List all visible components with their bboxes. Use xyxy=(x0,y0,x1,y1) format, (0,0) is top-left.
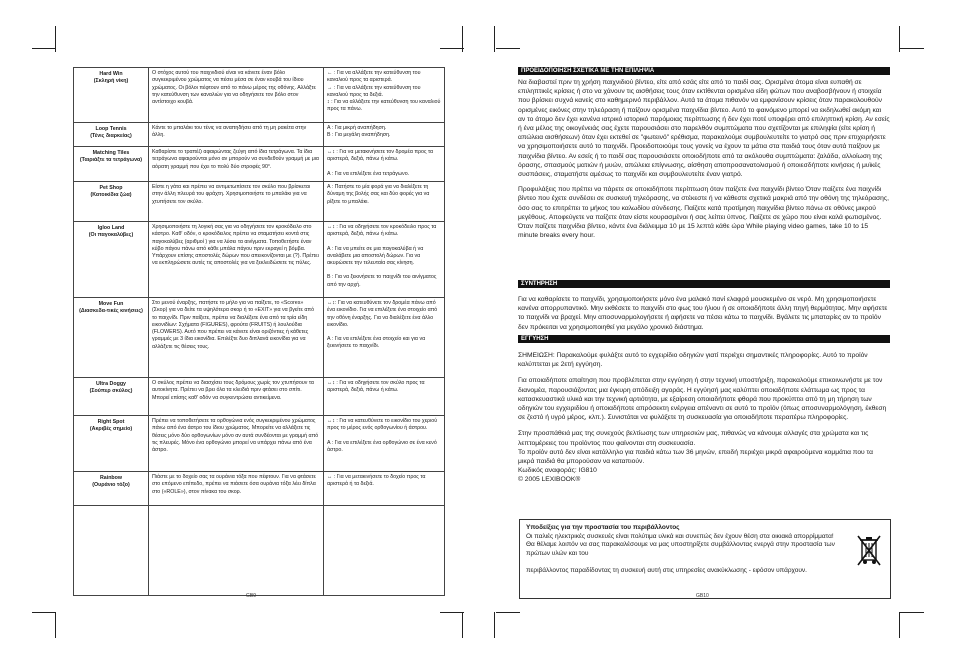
game-name-gr: (Διασκεδα-τικές κινήσεις) xyxy=(79,308,143,315)
game-name xyxy=(74,147,149,182)
copyright: © 2005 LEXIBOOK® xyxy=(518,476,581,484)
game-name xyxy=(74,182,149,222)
game-name-en: Pet Shop xyxy=(99,185,123,191)
control-text: A : Για να επιλέξετε ένα ορθογώνιο σε ένα κενό άστρο. xyxy=(327,439,437,453)
game-controls xyxy=(324,182,445,222)
page-number-right: GB10 xyxy=(696,593,709,599)
game-controls xyxy=(324,472,445,506)
warranty-paragraph: Για οποιαδήποτε απαίτηση που προβλέπεται στην εγγύηση ή στην τεχνική υποστήριξη, παρακαλούμε επικοινωνήστε με τον διανομέα, παρουσιάζοντας μια έγκυρη απόδειξη αγοράς. Η εγγύησή μας καλύπτει οποιαδήποτε ελάττωμα ως προς τα κατασκευαστικά υλικά και την τεχνική αρτιότητα, με εξαίρεση οποιαδήποτε φθορά που προκύπτει από τη μη τήρηση των οδηγιών του εγχειριδίου ή οποιαδήποτε απρόσεκτη ενέργεια απέναντι σε αυτό το προϊόν (όπως αποσυναρμολόγηση, έκθεση σε ζεστό ή υγρό μέρος, κλπ.). Συνιστάται να φυλάξετε τη συσκευασία για οποιαδήποτε περαιτέρω πληροφορίες. xyxy=(518,377,887,422)
control-text: A : Πατήστε το μία φορά για να διαλέξετε τη δύναμη της βολής σας και δύο φορές για να ρίξετε το μπαλάκι. xyxy=(327,184,430,205)
game-name-en: Hard Win xyxy=(99,71,123,77)
game-description: Καθαρίστε το τραπέζι αφαιρώντας ζεύγη από ίδια τετράγωνα. Τα ίδια τετράγωνα αφαιρούνται μόνο αν μπορούν να συνδεθούν γραμμή με μια αόρατη γραμμή που έχει το πολύ δύο στροφές 90°. xyxy=(149,147,324,182)
control-text: B : Για να ξεκινήσετε το παιχνίδι του αινίγματος από την αρχή. xyxy=(327,274,437,288)
control-text: A : Για να μπείτε σε μια παγοκαλύβα ή να αναλάβετε μια αποστολή δώρων. Για να ακυρώσετε την τελευταία σας κίνηση. xyxy=(327,245,424,267)
game-name xyxy=(74,416,149,472)
warranty-note: ΣΗΜΕΙΩΣΗ: Παρακαλούμε φυλάξτε αυτό το εγχειρίδιο οδηγιών γιατί περιέχει σημαντικές πληροφορίες. Αυτό το προϊόν καλύπτεται με 2ετή εγγύηση. xyxy=(518,352,868,369)
game-name xyxy=(74,222,149,298)
game-name xyxy=(74,378,149,416)
game-description: Ο στόχος αυτού του παιχνιδιού είναι να κάνετε έναν βόλο συγκεκριμένου χρώματος να πέσει μέσα σε έναν κουβά του ίδιου χρώματος. Οι βόλοι πέφτουν από το πάνω μέρος της οθόνης. Αλλάξτε την κατεύθυνση των καναλιών για να οδηγήσετε τον βόλο στον αντίστοιχο κουβά. xyxy=(149,68,324,123)
section-header-epilepsy: ΠΡΟΕΙΔΟΠΟΙΗΣΗ ΣΧΕΤΙΚΑ ΜΕ ΤΗΝ ΕΠΙΛΗΨΙΑ xyxy=(518,67,890,75)
changes-paragraph: Στην προσπάθειά μας της συνεχούς βελτίωσης των υπηρεσιών μας, πιθανώς να κάνουμε αλλαγές στα χρώματα και τις λεπτομέρειες του προϊόντος που φαίνονται στη συσκευασία. xyxy=(518,430,869,447)
game-name-en: Ultra Doggy xyxy=(95,381,127,387)
game-description: Είστε η γάτα και πρέπει να αντιμετωπίσετε τον σκύλο που βρίσκεται στην άλλη πλευρά του φράχτη. Χρησιμοποιήστε το μπαλάκι για να χτυπήσετε τον σκύλο. xyxy=(149,182,324,222)
game-row-right-spot xyxy=(74,416,445,472)
game-row-empty xyxy=(74,506,445,596)
game-row-pet-shop xyxy=(74,182,445,222)
control-text: ↕ : Για να αλλάξετε την κατεύθυνση του καναλιού προς τα πάνω. xyxy=(327,99,441,113)
game-controls xyxy=(324,123,445,147)
game-name-gr: (Ακριβές σημείο) xyxy=(89,426,133,433)
game-name-en: Rainbow xyxy=(99,475,123,481)
control-text: ↔↕ : Για να οδηγήσετε τον κροκόδειλο προς τα αριστερά, δεξιά, πάνω ή κάτω. xyxy=(327,224,437,238)
precautions-paragraph: Προφυλάξεις που πρέπει να πάρετε σε οποιαδήποτε περίπτωση όταν παίζετε ένα παιχνίδι βίντεο Όταν παίζετε ένα παιχνίδι βίντεο που έχετε συνδέσει σε συσκευή τηλεόρασης, να στέκεστε ή να κάθεστε σχετικά μακριά από την οθόνη της τηλεόρασης, όσο σας το επιτρέπει το μήκος του καλωδίου σύνδεσης. Παίζετε κατά προτίμηση παιχνίδια βίντεο πάνω σε οθόνες μικρού μεγέθους. Αποφεύγετε να παίζετε όταν είστε κουρασμένοι ή σας λείπει ύπνος. Παίζετε σε χώρο που είναι καλά φωτισμένος. Όταν παίζετε παιχνίδια βίντεο, κάντε ένα διάλειμμα 10 με 15 λεπτά κάθε ώρα While playing video games, take 10 to 15 minute breaks every hour. xyxy=(518,186,889,240)
game-description: Πρέπει να τοποθετήσετε τα ορθογώνια ενός συγκεκριμένου χρώματος πάνω από ένα άστρο του ίδιου χρώματος. Μπορείτε να αλλάξετε τις θέσεις μόνο δύο ορθογωνίων μόνο αν αυτά συνδέονται με γραμμή από τις πλευρές. Μόνο ένα ορθογώνιο μπορεί να υπάρχει πάνω από ένα άστρο. xyxy=(149,416,324,472)
game-row-matching-tiles xyxy=(74,147,445,182)
game-name-gr: (Οι παγοκαλύβες) xyxy=(88,232,134,239)
game-name-gr: (Ταιριάξτε τα τετράγωνα) xyxy=(79,157,143,164)
epilepsy-warning-text xyxy=(518,78,890,240)
game-description: Κάντε το μπαλάκι του τένις να αναπηδήσει από τη μη ρακέτα στην άλλη. xyxy=(149,123,324,147)
game-name-en: Igloo Land xyxy=(97,225,125,231)
control-text: A : Για να επιλέξετε ένα στοιχείο και για να ξεκινήσετε το παιχνίδι. xyxy=(327,336,426,350)
environment-box xyxy=(519,519,891,599)
control-text: ↔↕ : Για να κατευθύνετε το εικονίδιο του χεριού προς το μέρος ενός ορθογωνίου ή άστρου. xyxy=(327,418,438,432)
game-description: Πιάστε με το δοχείο σας τα ουράνια τόξα που πέφτουν. Για να φτάσετε στο επόμενο επίπεδο, πρέπει να πιάσετε όσα ουράνια τόξα λέει δίπλα στο («ROLE»), στον πίνακα του σκορ. xyxy=(149,472,324,506)
game-name xyxy=(74,68,149,123)
game-name-gr: (Σούπερ σκύλος) xyxy=(89,388,133,395)
game-description: Στο μενού έναρξης, πατήστε το μήλο για να παίξετε, το «Scores» (Σκορ) για να δείτε τα υψηλότερα σκορ ή το «EXIT» για να βγείτε από το παιχνίδι. Πριν παίξετε, πρέπει να διαλέξετε ένα από τα τρία είδη εικονιδίων: Σχήματα (FIGURES), φρούτα (FRUITS) ή λουλούδια (FLOWERS). Αυτό που πρέπει να κάνετε είναι οριζόντιες ή κάθετες γραμμές με 3 ίδια εικονίδια. Επιλέξτε δυο διπλανά εικονίδια για να αλλάξετε τις θέσεις τους. xyxy=(149,298,324,378)
game-controls xyxy=(324,298,445,378)
warranty-text xyxy=(518,351,890,485)
section-header-maintenance: ΣΥΝΤΗΡΗΣΗ xyxy=(518,280,890,288)
game-name xyxy=(74,298,149,378)
game-row-ultra-doggy xyxy=(74,378,445,416)
environment-text-2: περιβάλλοντος παραδίδοντας τη συσκευή αυτή στις υπηρεσίες ανακύκλωσης - εφόσον υπάρχουν. xyxy=(526,567,807,575)
game-name-en: Right Spot xyxy=(97,419,125,425)
game-name xyxy=(74,472,149,506)
game-name-gr: (Κατοικίδια ζώα) xyxy=(90,192,132,199)
game-controls xyxy=(324,378,445,416)
game-description: Χρησιμοποιήστε τη λογική σας για να οδηγήσετε τον κροκόδειλο στο κάστρο. Καθ' οδόν, ο κροκόδειλος πρέπει να σταματήσει κοντά στις παγοκαλύβες (αριθμοί ) για να λύσει τα αινίγματα. Τοποθετήστε έναν κύβο πάγου πάνω από κάθε μπάλα πάγου πριν εκραγεί η βόμβα. Υπάρχουν επίσης αποστολές δώρων που απεικονίζονται με (?). Πρέπει να εκπληρώσετε αυτές τις αποστολές για να ξεκλειδώσετε τις πύλες. xyxy=(149,222,324,298)
control-text: ↔↕ : Για να μετακινήσετε τον δρομέα προς τα αριστερά, δεξιά, πάνω ή κάτω. xyxy=(327,149,434,163)
reference-code: Κωδικός αναφοράς: IG810 xyxy=(518,467,597,475)
game-controls xyxy=(324,68,445,123)
environment-text: Οι παλιές ηλεκτρικές συσκευές είναι πολύτιμα υλικά και συνεπώς δεν έχουν θέση στα οικιακά απορρίμματα! Θα θέλαμε λοιπόν να σας παρακαλέσουμε να μας υποστηρίξετε συμβάλλοντας ενεργά στην προστασία των πρώτων υλών και του xyxy=(526,532,835,557)
child-safety-paragraph: Το προϊόν αυτό δεν είναι κατάλληλο για παιδιά κάτω των 36 μηνών, επειδή περιέχει μικρά αφαιρούμενα κομμάτια που τα μικρά παιδιά θα μπορούσαν να καταπιούν. xyxy=(518,448,873,466)
maintenance-text: Για να καθαρίσετε το παιχνίδι, χρησιμοποιήσετε μόνο ένα μαλακό πανί ελαφρά μουσκεμένο σε νερό. Μη χρησιμοποιήσετε κανένα απορρυπαντικό. Μην εκθέσετε το παιχνίδι στο φως του ήλιου ή σε οποιαδήποτε άλλη πηγή θερμότητας. Μην αφήσετε το παιχνίδι να βραχεί. Μην αποσυναρμολογήσετε ή αφήσετε να πέσει κάτω το παιχνίδι. Βγάλετε τις μπαταρίες αν το προϊόν δεν πρόκειται να χρησιμοποιηθεί για μεγάλο χρονικό διάστημα. xyxy=(518,296,888,331)
game-name-gr: (Τένις διαρκείας) xyxy=(90,133,132,140)
control-text: ↔↕ : Για να οδηγήσετε τον σκύλο προς τα αριστερά, δεξιά, πάνω ή κάτω. xyxy=(327,380,425,394)
game-name-gr: (Ουράνιο τόξο) xyxy=(92,482,130,489)
section-header-warranty: ΕΓΓΥΗΣΗ xyxy=(518,335,890,343)
game-row-igloo-land xyxy=(74,222,445,298)
control-text: ↔ : Για να μετακινήσετε το δοχείο προς τα αριστερά ή τα δεξιά. xyxy=(327,474,426,488)
game-name-en: Move Fun xyxy=(98,301,124,307)
control-text: → : Για να αλλάξετε την κατεύθυνση του καναλιού προς τα δεξιά. xyxy=(327,84,421,98)
game-controls xyxy=(324,416,445,472)
control-text: ↔↕: Για να κατευθύνετε τον δρομέα πάνω από ένα εικονίδιο. Για να επιλέξετε ένα στοιχείο από την οθόνη έναρξης. Για να διαλέξετε ένα άλλο εικονίδιο. xyxy=(327,300,438,328)
game-name-en: Loop Tennis xyxy=(95,126,127,132)
game-name xyxy=(74,123,149,147)
environment-title: Υποδείξεις για την προστασία του περιβάλλοντος xyxy=(526,524,680,531)
page-number-left: GB9 xyxy=(246,593,257,599)
game-name-en: Matching Tiles xyxy=(92,150,130,156)
game-row-hard-win xyxy=(74,68,445,123)
crossed-bin-icon xyxy=(856,534,882,568)
game-row-move-fun xyxy=(74,298,445,378)
games-table xyxy=(73,67,445,596)
control-text: ← : Για να αλλάξετε την κατεύθυνση του καναλιού προς τα αριστερά. xyxy=(327,70,421,84)
game-row-loop-tennis xyxy=(74,123,445,147)
control-text: B : Για μεγάλη αναπήδηση. xyxy=(327,132,391,139)
game-description: Ο σκύλος πρέπει να διασχίσει τους δρόμους χωρίς τον χτυπήσουν τα αυτοκίνητα. Πρέπει να βρει όλα τα κλειδιά πριν φτάσει στο σπίτι. Μπορεί επίσης καθ' οδόν να συγκεντρώσει αντικείμενα. xyxy=(149,378,324,416)
control-text: A : Για να επιλέξετε ένα τετράγωνο. xyxy=(327,170,410,177)
game-row-rainbow xyxy=(74,472,445,506)
epilepsy-paragraph: Να διαβαστεί πριν τη χρήση παιχνιδιού βίντεο, είτε από εσάς είτε από το παιδί σας. Ορισμένα άτομα είναι ευπαθή σε επιληπτικές κρίσεις ή στο να χάνουν τις αισθήσεις τους όταν εκτίθενται ορισμένα είδη φώτων που αναβοσβήνουν ή στοιχεία που βρίσκει συχνά κανείς στο καθημερινό περιβάλλον. Αυτά τα άτομα πιθανόν να εμφανίσουν κρίσεις όταν παρακολουθούν ορισμένες εικόνες στην τηλεόραση ή παίζουν ορισμένα παιχνίδια βίντεο. Αυτό το φαινόμενο μπορεί να εκδηλωθεί ακόμη και αν το άτομο δεν έχει κανένα ιατρικό ιστορικό παρόμοιας περίπτωσης ή δεν έχει ποτέ υποφέρει από επιληπτική κρίση. Αν εσείς ή ένα μέλος της οικογένειάς σας έχετε παρουσιάσει στο παρελθόν συμπτώματα που σχετίζονται με επιληψία (είτε κρίση ή απώλεια αισθήσεων) όταν έχει εκτεθεί σε "φωτεινό" ερέθισμα, παρακαλούμε συμβουλευτείτε το γιατρό σας πριν επιχειρήσετε να χρησιμοποιήσετε αυτό το παιχνίδι. Προειδοποιούμε τους γονείς να έχουν τα μάτια στα παιδιά τους όταν αυτά παίζουν με παιχνίδια βίντεο. Αν εσείς ή το παιδί σας παρουσιάσετε οποιοδήποτε από τα ακόλουθα συμπτώματα: ζαλάδα, αλλοίωση της όρασης, σπασμούς ματιών ή μυών, απώλεια επίγνωσης, αίσθηση αποπροσανατολισμού ή οποιεσδήποτε κινήσεις ή μυϊκές συσπάσεις, σταματήστε αμέσως το παιχνίδι και συμβουλευτείτε έναν γιατρό. xyxy=(518,79,890,179)
game-controls xyxy=(324,222,445,298)
game-name-gr: (Σκληρή νίκη) xyxy=(93,78,129,85)
control-text: A : Για μικρή αναπήδηση. xyxy=(327,125,387,131)
game-controls xyxy=(324,147,445,182)
